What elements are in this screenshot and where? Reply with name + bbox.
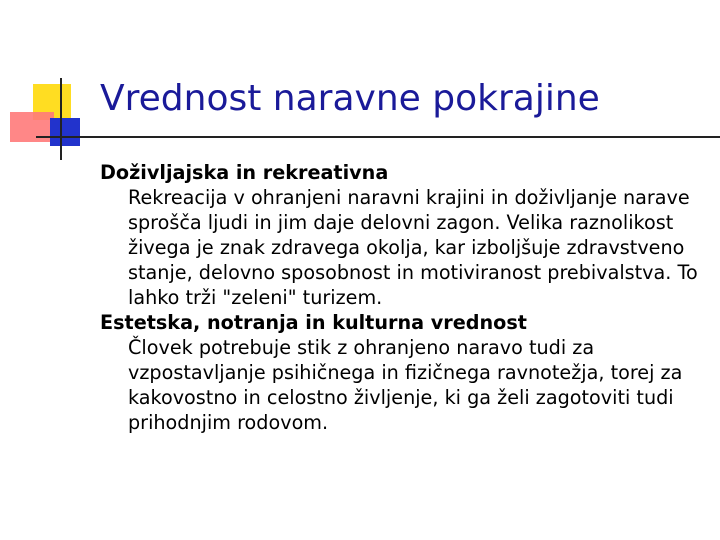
section-text: Rekreacija v ohranjeni naravni krajini in doživljanje narave sprošča ljudi in jim daje delovni zagon. Velika raznolikost živega je znak zdravega okolja, kar izboljšuje zdravstveno stanje, delovno sposobnost in motiviranost prebivalstva. To lahko trži "zeleni" turizem. [128,186,698,309]
title-divider-line [36,136,720,138]
section-text: Človek potrebuje stik z ohranjeno naravo tudi za vzpostavljanje psihičnega in fizičnega ravnotežja, torej za kakovostno in celostno življenje, ki ga želi zagotoviti tudi prihodnjim rodovom. [128,336,683,434]
section-recreational [100,160,710,310]
decor-blue-square [50,118,80,146]
section-heading: Doživljajska in rekreativna [100,161,389,184]
section-aesthetic [100,310,710,435]
slide-title: Vrednost naravne pokrajine [100,78,600,119]
decor-vertical-line [60,78,62,160]
section-heading: Estetska, notranja in kulturna vrednost [100,311,527,334]
slide-body [100,160,710,435]
